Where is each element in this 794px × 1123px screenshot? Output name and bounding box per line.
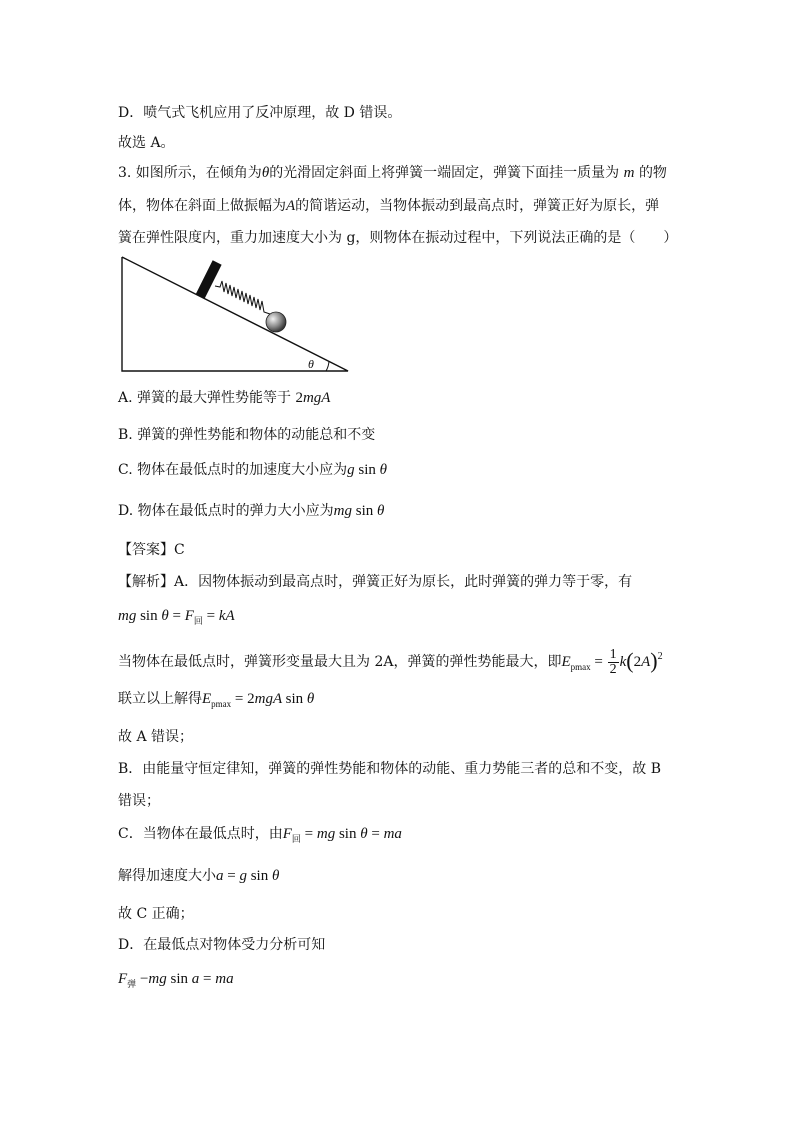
question-3-line-1 <box>118 163 667 183</box>
option-d-text: D. 物体在最低点时的弹力大小应为 <box>118 503 334 519</box>
analysis-b-line-2: 错误； <box>118 793 160 809</box>
option-c-formula: g sin θ <box>347 462 388 478</box>
formula-epmax: $E_{pmax}$ = $\frac{1}{2}$ $k(2A)^2$ <box>561 647 663 678</box>
formula-acceleration: a = g sin θ <box>216 868 280 884</box>
q3-text-a: 3. 如图所示，在倾角为 <box>118 165 262 181</box>
incline-triangle <box>122 257 348 371</box>
formula-restoring-force: mg $\sin \theta = F_回$ = kA <box>118 608 235 626</box>
option-c-text: C. 物体在最低点时的加速度大小应为 <box>118 462 348 478</box>
symbol-theta: θ <box>261 165 270 181</box>
question-3-line-2 <box>118 196 659 216</box>
formula-epmax-result: $E_{pmax} = 2mgA$ sin θ <box>202 691 315 709</box>
analysis-a-line-1: 【解析】A．因物体振动到最高点时，弹簧正好为原长，此时弹簧的弹力等于零，有 <box>118 574 633 590</box>
analysis-c-text-1: C．当物体在最低点时，由 <box>118 826 283 842</box>
spring-coil <box>215 281 270 314</box>
option-a <box>118 388 330 408</box>
option-c <box>118 460 387 480</box>
fraction-one-half: $\frac{1}{2}$ <box>609 647 617 678</box>
option-d-formula: mg sin θ <box>333 503 385 519</box>
symbol-a: A <box>286 198 296 214</box>
question-3-line-3: 簧在弹性限度内，重力加速度大小为 g，则物体在振动过程中，下列说法正确的是（ ） <box>118 230 678 246</box>
mass-ball <box>266 312 286 332</box>
analysis-c-line-2 <box>118 866 279 886</box>
q3-text-e: 的简谐运动，当物体振动到最高点时，弹簧正好为原长，弹 <box>295 198 660 214</box>
subscript-hui: 回 <box>193 616 203 626</box>
angle-label: θ <box>308 357 314 371</box>
answer-label: 【答案】C <box>118 542 185 558</box>
subscript-pmax-2: pmax <box>211 699 232 709</box>
incline-spring-diagram <box>118 253 354 377</box>
q3-text-b: 的光滑固定斜面上将弹簧一端固定，弹簧下面挂一质量为 <box>269 165 620 181</box>
subscript-tan: 弹 <box>127 979 137 989</box>
angle-arc <box>326 361 329 371</box>
analysis-a-line-3 <box>118 647 663 677</box>
text-line-d: D．喷气式飞机应用了反冲原理，故 D 错误。 <box>118 105 402 121</box>
analysis-a-line-4 <box>118 689 314 714</box>
formula-newton-d: $F_弹 -mg$ sin a = ma <box>118 971 234 989</box>
analysis-c-text-2: 解得加速度大小 <box>118 868 216 884</box>
analysis-a-text-4: 联立以上解得 <box>118 691 202 707</box>
q3-text-d: 体，物体在斜面上做振幅为 <box>118 198 286 214</box>
option-a-formula: 2mgA <box>295 390 331 406</box>
spring-mount-block <box>196 260 222 298</box>
analysis-a-text-3: 当物体在最低点时，弹簧形变量最大且为 2A，弹簧的弹性势能最大，即 <box>118 654 562 670</box>
analysis-b-line-1: B．由能量守恒定律知，弹簧的弹性势能和物体的动能、重力势能三者的总和不变，故 B <box>118 761 662 777</box>
subscript-hui-2: 回 <box>291 834 301 844</box>
option-a-text: A. 弹簧的最大弹性势能等于 <box>118 390 292 406</box>
subscript-pmax: pmax <box>570 662 591 672</box>
analysis-c-line-1 <box>118 824 402 849</box>
option-d <box>118 501 384 521</box>
symbol-m: m <box>623 165 635 181</box>
option-b: B. 弹簧的弹性势能和物体的动能总和不变 <box>118 427 376 443</box>
analysis-c-line-3: 故 C 正确； <box>118 906 194 922</box>
q3-text-c: 的物 <box>638 165 667 181</box>
analysis-a-line-5: 故 A 错误； <box>118 729 194 745</box>
formula-newton-c: $F_回$ = mg sin θ = ma <box>282 826 402 844</box>
text-line-choose: 故选 A。 <box>118 135 175 151</box>
analysis-d-line-1: D．在最低点对物体受力分析可知 <box>118 937 326 953</box>
